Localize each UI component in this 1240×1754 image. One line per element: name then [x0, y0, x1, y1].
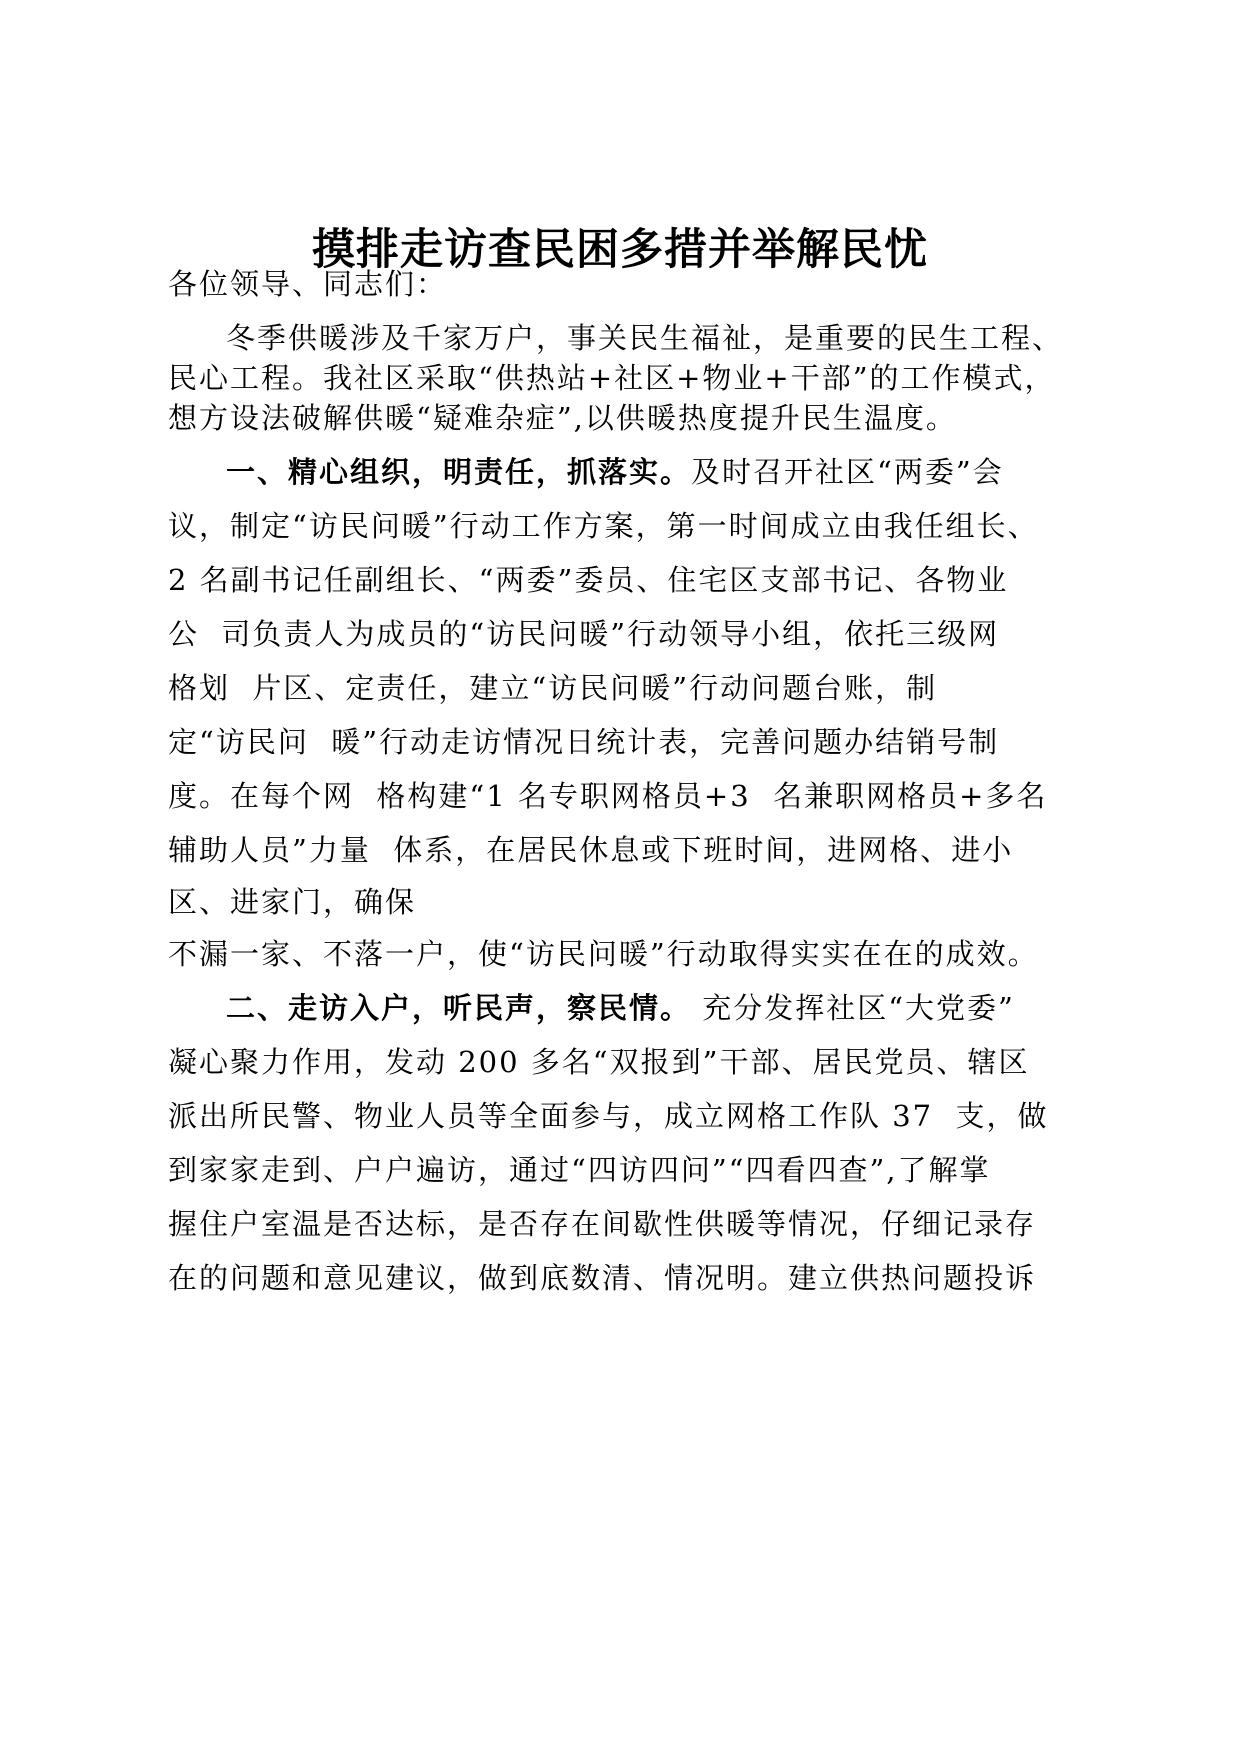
section1-line: 区、进家门，确保 — [168, 885, 417, 919]
intro-line-1: 冬季供暖涉及千家万户，事关民生福祉，是重要的民生工程、 — [226, 321, 1064, 355]
section2-first-line-text: 充分发挥社区“大党委” — [691, 991, 1015, 1025]
section2-line: 在的问题和意见建议，做到底数清、情况明。建立供热问题投诉 — [168, 1261, 1037, 1295]
section2-line: 到家家走到、户户遍访，通过“四访四问”“四看四查”,了解掌 — [168, 1153, 991, 1187]
section1-line: 公 司负责人为成员的“访民问暖”行动领导小组，依托三级网 — [168, 617, 1000, 651]
section2-line: 派出所民警、物业人员等全面参与，成立网格工作队 37 支，做 — [168, 1099, 1049, 1133]
document-title: 摸排走访查民困多措并举解民忧 — [312, 225, 928, 275]
section1-first-line — [226, 452, 1004, 492]
section1-heading: 一、精心组织，明责任，抓落实。 — [226, 455, 692, 489]
intro-line-3: 想方设法破解供暖“疑难杂症”,以供暖热度提升民生温度。 — [168, 401, 957, 435]
section2-line: 握住户室温是否达标，是否存在间歇性供暖等情况，仔细记录存 — [168, 1207, 1037, 1241]
section1-line: 格划 片区、定责任，建立“访民问暖”行动问题台账，制 — [168, 671, 938, 705]
section1-line: 议，制定“访民问暖”行动工作方案，第一时间成立由我任组长、 — [168, 509, 1039, 543]
section1-line: 不漏一家、不落一户，使“访民问暖”行动取得实实在在的成效。 — [168, 937, 1039, 971]
section2-first-line — [226, 988, 1015, 1028]
section2-heading: 二、走访入户，听民声，察民情。 — [226, 991, 692, 1025]
section2-line: 凝心聚力作用，发动 200 多名“双报到”干部、居民党员、辖区 — [168, 1045, 1030, 1079]
section1-line: 2 名副书记任副组长、“两委”委员、住宅区支部书记、各物业 — [168, 563, 1009, 597]
section1-line: 辅助人员”力量 体系，在居民休息或下班时间，进网格、进小 — [168, 833, 1014, 867]
section1-line: 度。在每个网 格构建“1 名专职网格员+3 名兼职网格员+多名 — [168, 779, 1048, 813]
intro-line-2: 民心工程。我社区采取“供热站+社区+物业+干部”的工作模式， — [168, 361, 1056, 395]
section1-line: 定“访民问 暖”行动走访情况日统计表，完善问题办结销号制 — [168, 725, 1000, 759]
salutation: 各位领导、同志们： — [168, 267, 448, 301]
section1-first-line-text: 及时召开社区“两委”会 — [691, 455, 1004, 489]
